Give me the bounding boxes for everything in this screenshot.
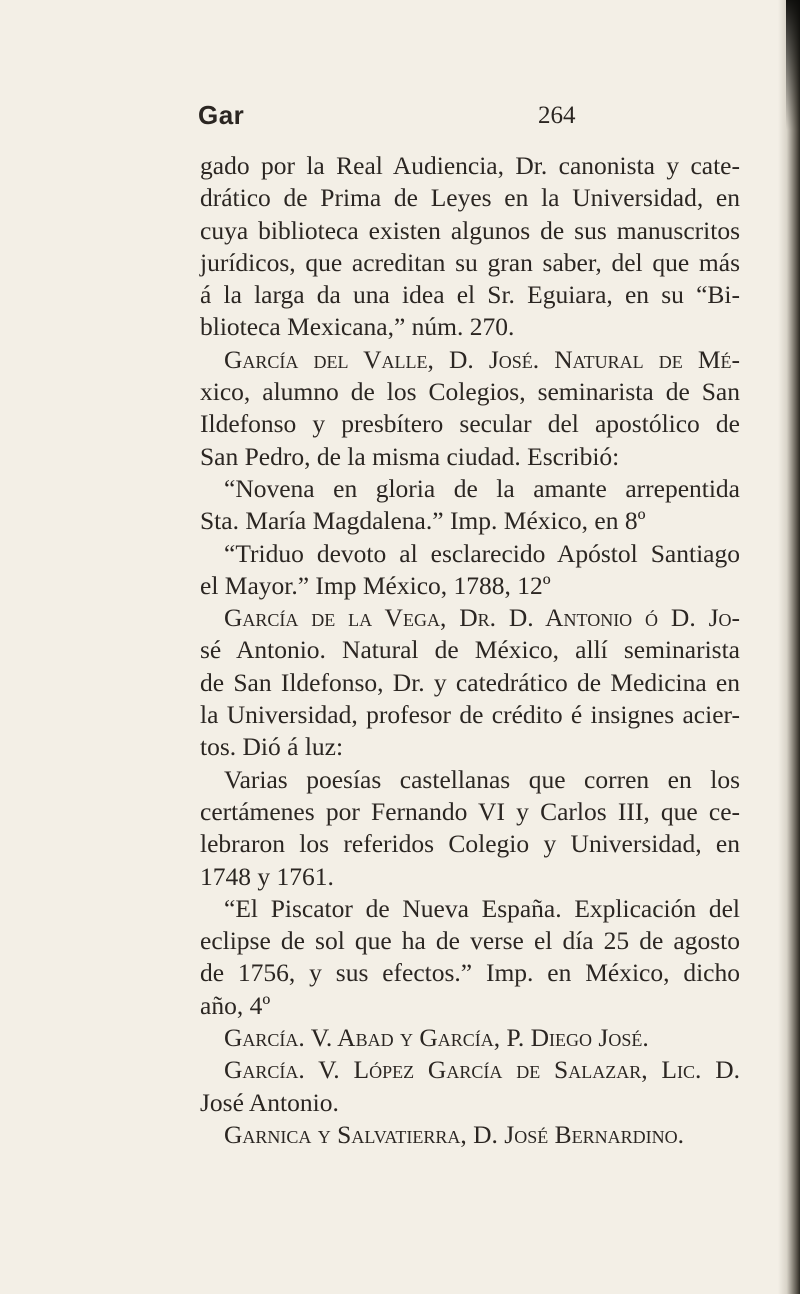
text-line: “Triduo devoto al esclarecido Apóstol Santiago: [224, 538, 740, 568]
body-text: [200, 150, 740, 1151]
text-line: cuya biblioteca existen algunos de sus manuscritos: [200, 215, 740, 245]
entry-heading-line: García. V. López García de Salazar, Lic. D.: [224, 1055, 740, 1085]
text-line: gado por la Real Audiencia, Dr. canonista y cate-: [200, 151, 740, 180]
entry-heading-line: García del Valle, D. José. Natural de Mé-: [224, 344, 740, 374]
text-line: drático de Prima de Leyes en la Universidad, en: [200, 183, 740, 213]
text-line: Sta. María Magdalena.” Imp. México, en 8º: [200, 506, 646, 536]
text-line: año, 4º: [200, 990, 271, 1020]
text-line: José Antonio.: [200, 1087, 339, 1117]
running-head-word: Gar: [198, 100, 245, 130]
page-number: 264: [538, 102, 576, 129]
text-line: sé Antonio. Natural de México, allí seminarista: [200, 635, 740, 665]
entry-heading-line: García de la Vega, Dr. D. Antonio ó D. Jo-: [224, 603, 740, 633]
text-line: tos. Dió á luz:: [200, 732, 344, 762]
text-line: xico, alumno de los Colegios, seminarista de San: [200, 377, 740, 407]
text-line: Ildefonso y presbítero secular del apostólico de: [200, 409, 740, 439]
text-line: á la larga da una idea el Sr. Eguiara, en su “Bi-: [200, 280, 740, 310]
text-line: la Universidad, profesor de crédito é insignes acier-: [200, 700, 740, 730]
text-line: eclipse de sol que ha de verse el día 25 de agosto: [200, 926, 740, 956]
running-head: [198, 100, 598, 140]
page-edge-shadow: [778, 0, 800, 1294]
text-line: jurídicos, que acreditan su gran saber, del que más: [200, 247, 740, 277]
text-line: blioteca Mexicana,” núm. 270.: [200, 312, 515, 342]
text-line: lebraron los referidos Colegio y Universidad, en: [200, 829, 740, 859]
text-line: certámenes por Fernando VI y Carlos III, que ce-: [200, 796, 740, 826]
text-line: Varias poesías castellanas que corren en los: [224, 764, 740, 794]
text-line: San Pedro, de la misma ciudad. Escribió:: [200, 441, 620, 471]
text-line: el Mayor.” Imp México, 1788, 12º: [200, 570, 551, 600]
text-line: 1748 y 1761.: [200, 861, 334, 891]
text-line: de San Ildefonso, Dr. y catedrático de Medicina en: [200, 667, 740, 697]
text-line: “Novena en gloria de la amante arrepentida: [224, 473, 740, 503]
text-line: “El Piscator de Nueva España. Explicación del: [224, 893, 740, 923]
entry-heading-line: Garnica y Salvatierra, D. José Bernardino.: [224, 1119, 684, 1149]
entry-heading-line: García. V. Abad y García, P. Diego José.: [224, 1023, 649, 1053]
text-line: de 1756, y sus efectos.” Imp. en México, dicho: [200, 958, 740, 988]
page-corner-shadow: [786, 0, 800, 130]
